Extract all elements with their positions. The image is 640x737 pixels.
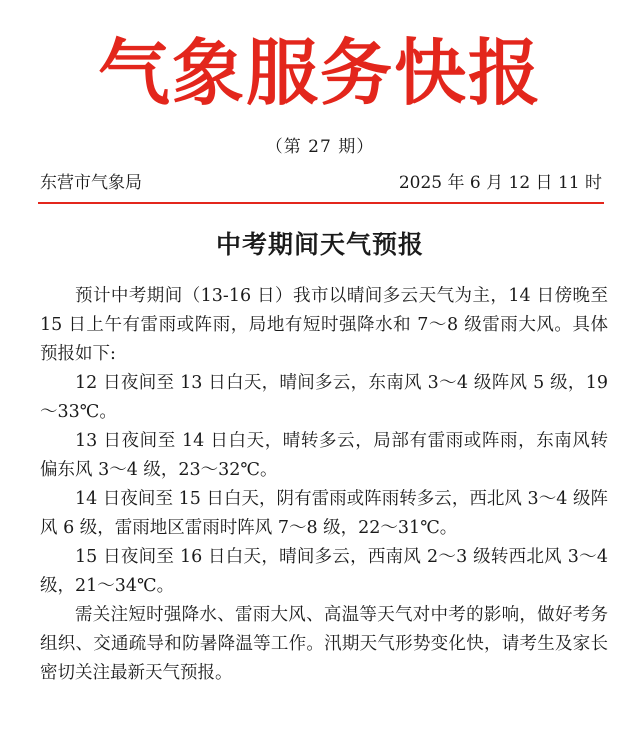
issue-datetime: 2025 年 6 月 12 日 11 时: [398, 173, 602, 193]
paragraph-day-13: 12 日夜间至 13 日白天，晴间多云，东南风 3～4 级阵风 5 级，19～33℃。: [40, 373, 608, 422]
issuing-agency: 东营市气象局: [40, 173, 142, 193]
forecast-body: [40, 282, 608, 688]
paragraph-day-14: 13 日夜间至 14 日白天，晴转多云，局部有雷雨或阵雨，东南风转偏东风 3～4 级，23～32℃。: [40, 431, 608, 480]
paragraph-advisory: 需关注短时强降水、雷雨大风、高温等天气对中考的影响，做好考务组织、交通疏导和防暑降温等工作。汛期天气形势变化快，请考生及家长密切关注最新天气预报。: [40, 605, 608, 683]
issue-number: （第 27 期）: [265, 137, 375, 157]
red-divider: [38, 202, 604, 204]
paragraph-intro: 预计中考期间（13-16 日）我市以晴间多云天气为主，14 日傍晚至 15 日上午有雷雨或阵雨，局地有短时强降水和 7～8 级雷雨大风。具体预报如下:: [40, 286, 608, 364]
masthead-title: 气象服务快报: [97, 31, 542, 115]
document-title: 中考期间天气预报: [215, 230, 424, 259]
paragraph-day-16: 15 日夜间至 16 日白天，晴间多云，西南风 2～3 级转西北风 3～4 级，21～34℃。: [40, 547, 608, 596]
paragraph-day-15: 14 日夜间至 15 日白天，阴有雷雨或阵雨转多云，西北风 3～4 级阵风 6 级，雷雨地区雷雨时阵风 7～8 级，22～31℃。: [40, 489, 608, 538]
